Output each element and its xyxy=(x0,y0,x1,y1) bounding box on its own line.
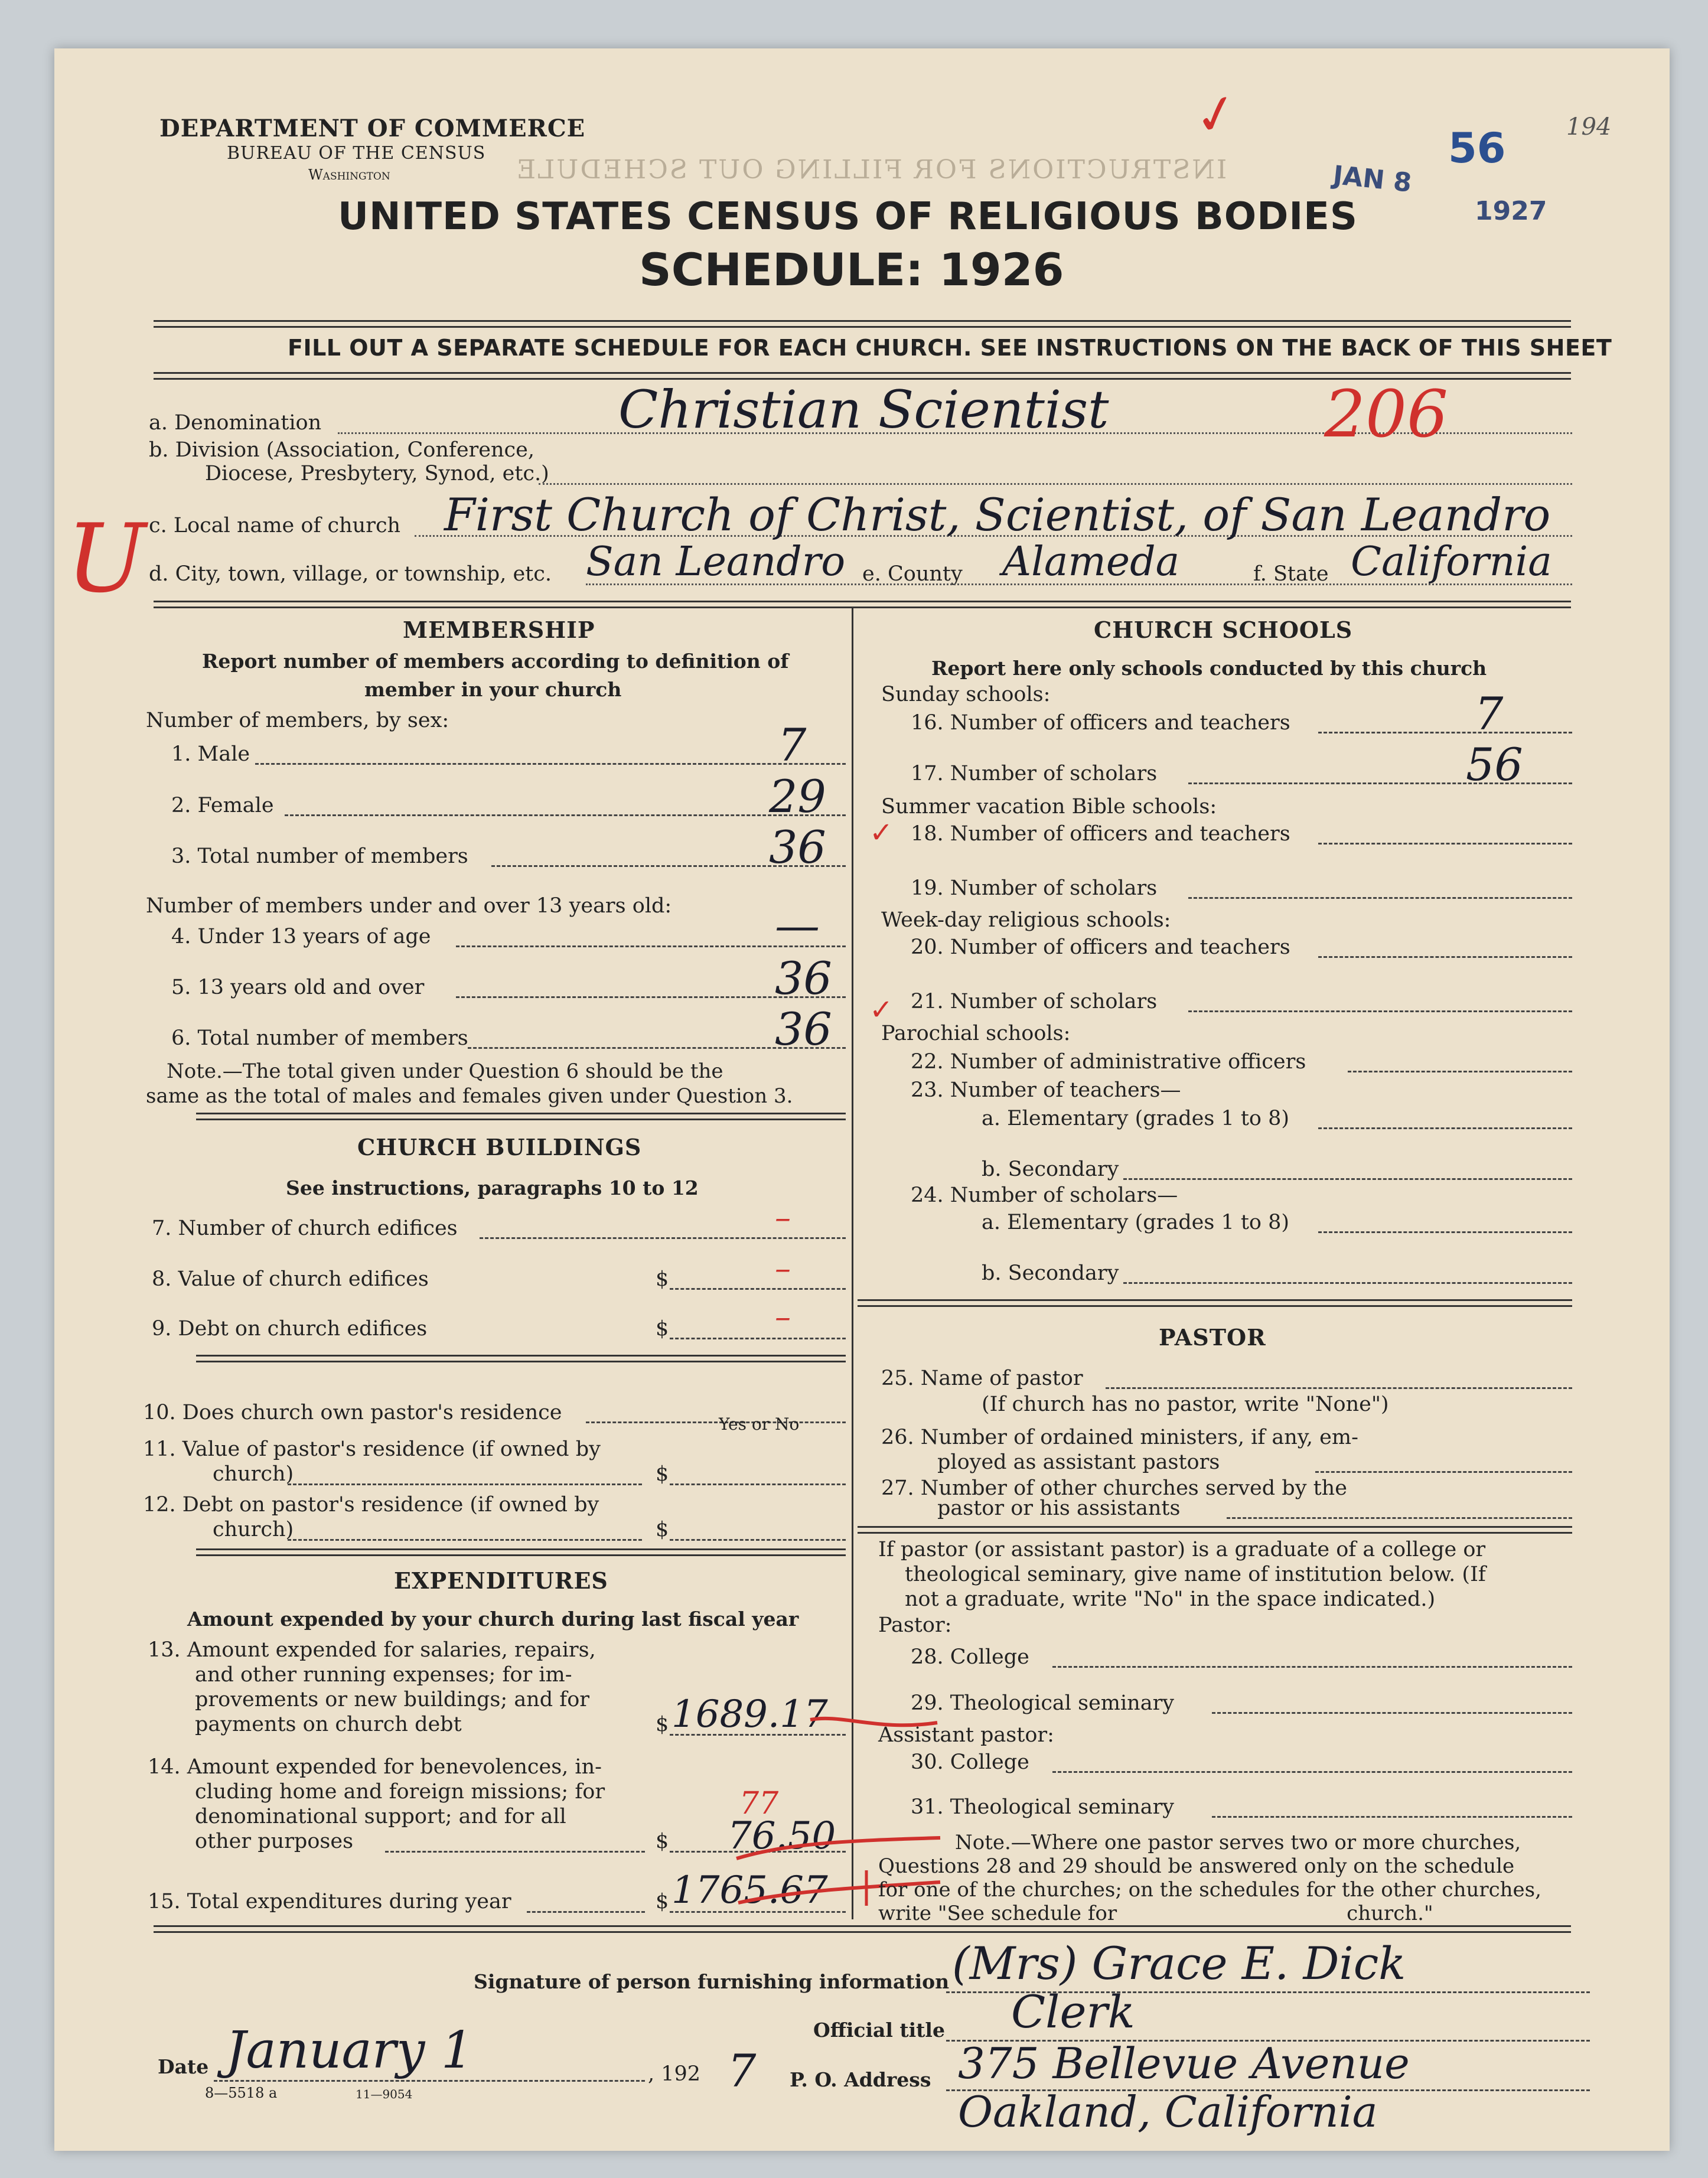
rule xyxy=(196,1355,846,1357)
dollar-sign: $ xyxy=(656,1462,669,1486)
county-label: e. County xyxy=(862,562,963,586)
q28-label: 28. College xyxy=(911,1645,1029,1669)
po-address-label: P. O. Address xyxy=(790,2068,931,2091)
church-schools-sub: Report here only schools conducted by this church xyxy=(931,657,1487,680)
q15-label: 15. Total expenditures during year xyxy=(148,1890,511,1913)
schedule-year-title: SCHEDULE: 1926 xyxy=(639,243,1064,296)
rule xyxy=(154,1925,1571,1927)
q9-label: 9. Debt on church edifices xyxy=(152,1317,428,1341)
q24b-label: b. Secondary xyxy=(982,1261,1119,1285)
official-title-value: Clerk xyxy=(1011,1985,1135,2038)
state-value: California xyxy=(1351,539,1552,585)
q1-male-count: 7 xyxy=(778,719,807,771)
denomination-label: a. Denomination xyxy=(149,411,322,435)
q16-label: 16. Number of officers and teachers xyxy=(911,711,1290,735)
q30-label: 30. College xyxy=(911,1750,1029,1774)
membership-sub-2: member in your church xyxy=(364,678,622,701)
yes-or-no-hint: Yes or No xyxy=(719,1414,800,1434)
bureau-city: Washington xyxy=(308,167,390,183)
q13-label-2: and other running expenses; for im- xyxy=(195,1663,572,1687)
instruction-banner: FILL OUT A SEPARATE SCHEDULE FOR EACH CHURCH. SEE INSTRUCTIONS ON THE BACK OF THIS SHEET xyxy=(288,335,1612,361)
rule xyxy=(196,1119,846,1120)
answer-line xyxy=(670,1539,846,1541)
q11-label-2: church) xyxy=(213,1462,294,1486)
answer-line xyxy=(288,1483,642,1485)
q1-label: 1. Male xyxy=(171,742,250,766)
red-letter-mark: U xyxy=(66,503,146,614)
answer-line xyxy=(1318,843,1572,845)
q29-label: 29. Theological seminary xyxy=(911,1691,1175,1715)
year-digit: 7 xyxy=(728,2045,757,2097)
signature-value: (Mrs) Grace E. Dick xyxy=(952,1937,1406,1990)
q7-label: 7. Number of church edifices xyxy=(152,1217,458,1240)
answer-line xyxy=(1123,1178,1572,1180)
members-by-sex-label: Number of members, by sex: xyxy=(146,709,449,732)
q24a-label: a. Elementary (grades 1 to 8) xyxy=(982,1211,1290,1234)
buildings-sub: See instructions, paragraphs 10 to 12 xyxy=(286,1176,699,1199)
q3-total-members: 36 xyxy=(769,821,826,873)
q17-label: 17. Number of scholars xyxy=(911,762,1158,785)
answer-line xyxy=(1315,1471,1572,1473)
date-value: January 1 xyxy=(226,2021,474,2080)
city-label: d. City, town, village, or township, etc. xyxy=(149,562,552,586)
answer-line xyxy=(288,1539,642,1541)
division-label-line1: b. Division (Association, Conference, xyxy=(149,438,534,462)
rule xyxy=(196,1554,846,1556)
signature-label: Signature of person furnishing information xyxy=(474,1970,950,1993)
county-value: Alameda xyxy=(1002,539,1180,585)
bureau-name: BUREAU OF THE CENSUS xyxy=(227,143,486,164)
church-schools-heading: CHURCH SCHOOLS xyxy=(1094,617,1353,643)
answer-line xyxy=(1318,1127,1572,1129)
received-year-stamp: 1927 xyxy=(1475,196,1547,226)
pastor-label: Pastor: xyxy=(878,1613,952,1637)
q24-label: 24. Number of scholars— xyxy=(911,1183,1178,1207)
membership-heading: MEMBERSHIP xyxy=(403,617,595,643)
q9-value: – xyxy=(775,1298,791,1335)
q14-label-3: denominational support; and for all xyxy=(195,1805,566,1828)
answer-line xyxy=(539,483,1572,485)
q14-amount: 76.50 xyxy=(728,1814,836,1858)
rule xyxy=(154,372,1571,374)
q6-label: 6. Total number of members xyxy=(171,1026,468,1050)
red-check-mark: ✓ xyxy=(869,993,894,1026)
q13-label-3: provements or new buildings; and for xyxy=(195,1688,590,1711)
q23b-label: b. Secondary xyxy=(982,1158,1119,1181)
department-name: DEPARTMENT OF COMMERCE xyxy=(159,115,586,142)
q5-label: 5. 13 years old and over xyxy=(171,976,425,999)
rule xyxy=(154,601,1571,602)
q25-label: 25. Name of pastor xyxy=(881,1367,1083,1390)
rule xyxy=(154,326,1571,328)
form-title: UNITED STATES CENSUS OF RELIGIOUS BODIES xyxy=(338,195,1358,239)
answer-line xyxy=(285,814,846,816)
answer-line xyxy=(1052,1666,1572,1668)
local-church-name: First Church of Christ, Scientist, of San Leandro xyxy=(444,488,1551,541)
pastor-heading: PASTOR xyxy=(1159,1324,1266,1351)
state-label: f. State xyxy=(1253,562,1329,586)
q6-total-members: 36 xyxy=(775,1003,832,1055)
answer-line xyxy=(1348,1071,1572,1072)
q26-label-1: 26. Number of ordained ministers, if any, em- xyxy=(881,1426,1358,1449)
buildings-heading: CHURCH BUILDINGS xyxy=(357,1134,642,1160)
dollar-sign: $ xyxy=(656,1713,669,1736)
dollar-sign: $ xyxy=(656,1890,669,1913)
answer-line xyxy=(214,2080,645,2082)
year-prefix: , 192 xyxy=(648,2062,701,2086)
q17-sunday-scholars: 56 xyxy=(1466,738,1523,791)
answer-line xyxy=(1318,956,1572,958)
q22-label: 22. Number of administrative officers xyxy=(911,1050,1306,1074)
membership-note-2: same as the total of males and females given under Question 3. xyxy=(146,1084,793,1108)
answer-line xyxy=(1212,1712,1572,1714)
rule xyxy=(196,1361,846,1362)
answer-line xyxy=(1318,1231,1572,1233)
q12-label-1: 12. Debt on pastor's residence (if owned by xyxy=(143,1493,599,1517)
expenditures-heading: EXPENDITURES xyxy=(394,1567,608,1594)
date-label: Date xyxy=(158,2055,209,2078)
q2-label: 2. Female xyxy=(171,794,274,817)
q3-label: 3. Total number of members xyxy=(171,845,468,868)
graduate-instruction-3: not a graduate, write "No" in the space indicated.) xyxy=(905,1587,1436,1611)
q11-label-1: 11. Value of pastor's residence (if owned by xyxy=(143,1437,601,1461)
schedule-number-stamp: 56 xyxy=(1448,124,1506,172)
rule xyxy=(196,1548,846,1550)
q18-label: 18. Number of officers and teachers xyxy=(911,822,1290,846)
corner-pencil-number: 194 xyxy=(1566,113,1612,141)
rule xyxy=(196,1113,846,1114)
q14-label-4: other purposes xyxy=(195,1830,354,1853)
rule xyxy=(858,1526,1572,1528)
answer-line xyxy=(1212,1816,1572,1818)
answer-line xyxy=(480,1237,846,1239)
rule xyxy=(858,1305,1572,1307)
q7-value: – xyxy=(775,1199,791,1236)
graduate-instruction-2: theological seminary, give name of institution below. (If xyxy=(905,1563,1486,1586)
rule xyxy=(858,1532,1572,1534)
q13-amount: 1689.17 xyxy=(672,1693,828,1736)
answer-line xyxy=(385,1851,645,1853)
answer-line xyxy=(1227,1517,1572,1519)
answer-line xyxy=(670,1338,846,1339)
pastor-note-4: write "See schedule for church." xyxy=(878,1902,1433,1925)
q25-instruction: (If church has no pastor, write "None") xyxy=(982,1393,1389,1416)
answer-line xyxy=(1188,897,1572,899)
rule xyxy=(858,1299,1572,1301)
pastor-note-2: Questions 28 and 29 should be answered only on the schedule xyxy=(878,1854,1515,1878)
q14-label-1: 14. Amount expended for benevolences, in- xyxy=(148,1755,602,1779)
answer-line xyxy=(670,1483,846,1485)
q20-label: 20. Number of officers and teachers xyxy=(911,935,1290,959)
q2-female-count: 29 xyxy=(769,770,826,823)
q8-value: – xyxy=(775,1250,791,1287)
bleed-through-heading: INSTRUCTIONS FOR FILLING OUT SCHEDULE xyxy=(515,155,1227,185)
answer-line xyxy=(670,1288,846,1290)
dollar-sign: $ xyxy=(656,1317,669,1341)
parochial-schools-label: Parochial schools: xyxy=(881,1022,1071,1045)
answer-line xyxy=(255,763,846,765)
q27-label-1: 27. Number of other churches served by the xyxy=(881,1476,1347,1500)
dollar-sign: $ xyxy=(656,1267,669,1291)
q31-label: 31. Theological seminary xyxy=(911,1795,1175,1819)
census-schedule-form xyxy=(54,48,1670,2151)
answer-line xyxy=(1188,1010,1572,1012)
q10-label: 10. Does church own pastor's residence xyxy=(143,1401,562,1424)
po-address-line1: 375 Bellevue Avenue xyxy=(958,2039,1410,2088)
answer-line xyxy=(1318,732,1572,733)
q5-13-and-over: 36 xyxy=(775,952,832,1005)
age-breakdown-label: Number of members under and over 13 years old: xyxy=(146,894,672,918)
q14-label-2: cluding home and foreign missions; for xyxy=(195,1780,605,1804)
summer-schools-label: Summer vacation Bible schools: xyxy=(881,795,1217,819)
answer-line xyxy=(586,583,1572,585)
official-title-label: Official title xyxy=(813,2019,945,2042)
q14-red-correction: 77 xyxy=(739,1786,779,1821)
dollar-sign: $ xyxy=(656,1518,669,1541)
pastor-note-3: for one of the churches; on the schedules for the other churches, xyxy=(878,1878,1541,1902)
form-number: 8—5518 a xyxy=(205,2085,278,2101)
answer-line xyxy=(586,1421,846,1423)
red-classification-code: 206 xyxy=(1324,376,1448,452)
rule xyxy=(154,1931,1571,1933)
city-value: San Leandro xyxy=(586,539,846,585)
weekday-schools-label: Week-day religious schools: xyxy=(881,908,1171,932)
q15-total-expenditures: 1765.67 xyxy=(672,1869,828,1912)
q23-label: 23. Number of teachers— xyxy=(911,1078,1181,1102)
rule xyxy=(154,320,1571,322)
pastor-note-1: Note.—Where one pastor serves two or more churches, xyxy=(955,1831,1521,1854)
denomination-value: Christian Scientist xyxy=(618,379,1109,440)
q21-label: 21. Number of scholars xyxy=(911,990,1158,1013)
membership-note-1: Note.—The total given under Question 6 should be the xyxy=(167,1059,723,1083)
q19-label: 19. Number of scholars xyxy=(911,876,1158,900)
red-check-mark: ✓ xyxy=(1188,80,1245,150)
dollar-sign: $ xyxy=(656,1830,669,1853)
q13-label-4: payments on church debt xyxy=(195,1713,462,1736)
q26-label-2: ployed as assistant pastors xyxy=(937,1450,1220,1474)
answer-line xyxy=(527,1911,645,1913)
answer-line xyxy=(1123,1282,1572,1284)
q27-label-2: pastor or his assistants xyxy=(937,1496,1181,1520)
po-address-line2: Oakland, California xyxy=(958,2087,1378,2137)
answer-line xyxy=(1052,1771,1572,1773)
assistant-pastor-label: Assistant pastor: xyxy=(878,1723,1054,1747)
local-name-label: c. Local name of church xyxy=(149,514,401,537)
red-check-mark: ✓ xyxy=(869,816,894,849)
graduate-instruction-1: If pastor (or assistant pastor) is a graduate of a college or xyxy=(878,1538,1486,1561)
rule xyxy=(154,607,1571,608)
answer-line xyxy=(1106,1387,1572,1389)
print-number: 11—9054 xyxy=(356,2087,413,2101)
q23a-label: a. Elementary (grades 1 to 8) xyxy=(982,1107,1290,1130)
q4-under-13: — xyxy=(775,899,820,951)
q4-label: 4. Under 13 years of age xyxy=(171,925,431,948)
membership-sub-1: Report number of members according to definition of xyxy=(202,650,789,673)
q16-sunday-officers: 7 xyxy=(1475,687,1504,740)
division-label-line2: Diocese, Presbytery, Synod, etc.) xyxy=(205,462,549,485)
q13-label-1: 13. Amount expended for salaries, repairs, xyxy=(148,1638,596,1662)
sunday-schools-label: Sunday schools: xyxy=(881,683,1051,706)
expenditures-sub: Amount expended by your church during last fiscal year xyxy=(187,1608,799,1631)
q12-label-2: church) xyxy=(213,1518,294,1541)
q8-label: 8. Value of church edifices xyxy=(152,1267,429,1291)
received-date-stamp: JAN 8 xyxy=(1331,160,1413,198)
